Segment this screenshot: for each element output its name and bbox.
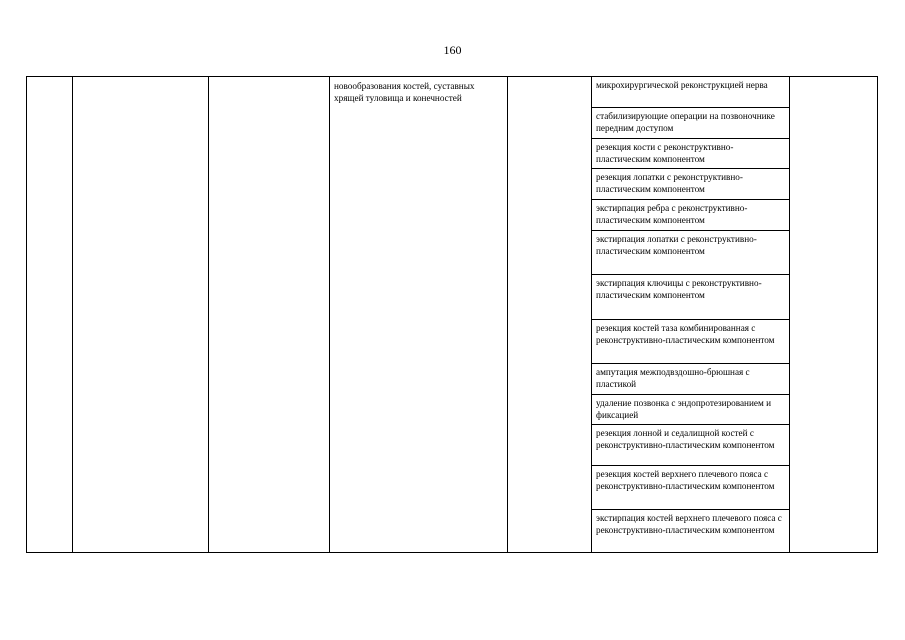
page-number: 160 xyxy=(443,43,462,57)
procedure-cell: резекция кости с реконструктивно-пластическим компонентом xyxy=(592,139,789,169)
procedure-cell: резекция костей таза комбинированная с реконструктивно-пластическим компонентом xyxy=(592,320,789,364)
procedure-cell: экстирпация ребра с реконструктивно-пластическим компонентом xyxy=(592,200,789,231)
procedures-table xyxy=(26,76,878,553)
procedure-cell: экстирпация ключицы с реконструктивно-пластическим компонентом xyxy=(592,275,789,320)
column-divider xyxy=(507,77,508,552)
column-divider xyxy=(208,77,209,552)
procedure-cell: ампутация межподвздошно-брюшная с пластикой xyxy=(592,364,789,395)
procedure-cell: удаление позвонка с эндопротезированием и фиксацией xyxy=(592,395,789,425)
procedure-cell: экстирпация костей верхнего плечевого пояса с реконструктивно-пластическим компонентом xyxy=(596,513,782,536)
column-divider xyxy=(72,77,73,552)
procedure-cell: резекция костей верхнего плечевого пояса с реконструктивно-пластическим компонентом xyxy=(592,466,789,510)
procedure-cell: резекция лонной и седалищной костей с реконструктивно-пластическим компонентом xyxy=(592,425,789,466)
diagnosis-cell: новообразования костей, суставных хрящей туловища и конечностей xyxy=(334,81,475,104)
procedure-cell: стабилизирующие операции на позвоночнике передним доступом xyxy=(592,108,789,139)
column-divider xyxy=(329,77,330,552)
procedure-cell: экстирпация лопатки с реконструктивно-пластическим компонентом xyxy=(592,231,789,275)
column-divider xyxy=(789,77,790,552)
procedure-cell: резекция лопатки с реконструктивно-пластическим компонентом xyxy=(592,169,789,200)
procedure-cell: микрохирургической реконструкцией нерва xyxy=(592,77,789,108)
procedures-column xyxy=(592,77,789,552)
